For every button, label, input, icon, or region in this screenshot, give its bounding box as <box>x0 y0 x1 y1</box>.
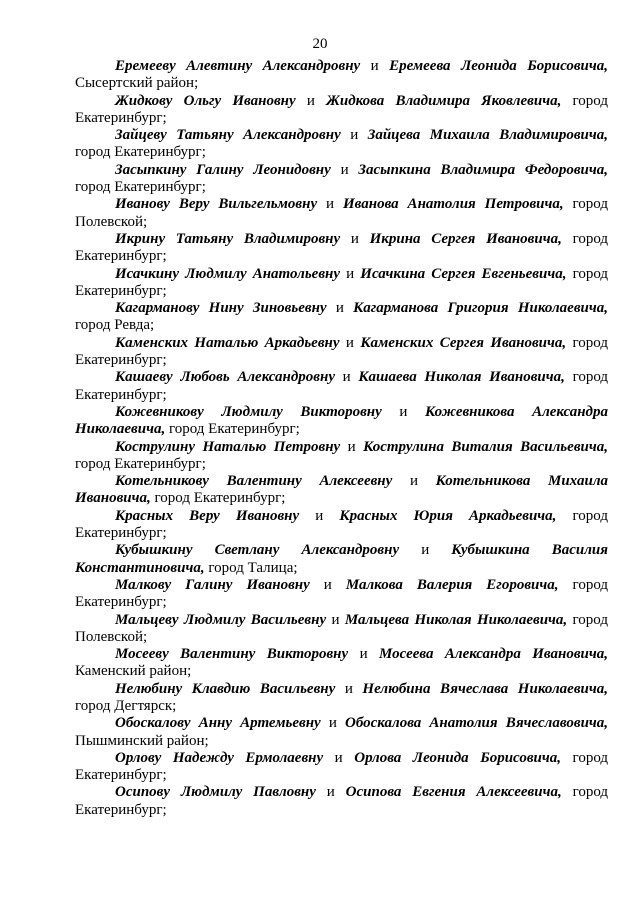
spouse-name-1: Засыпкину Галину Леонидовну <box>115 161 331 178</box>
list-item <box>75 612 608 647</box>
list-item <box>75 404 608 439</box>
location: город Екатеринбург; <box>75 144 206 161</box>
list-item <box>75 300 608 335</box>
spouse-name-2: Еремеева Леонида Борисовича, <box>389 58 609 74</box>
list-item <box>75 473 608 508</box>
spouse-name-1: Кожевникову Людмилу Викторовну <box>115 403 382 420</box>
spouse-name-2: Мосеева Александра Ивановича, <box>379 646 608 663</box>
location: город Екатеринбург; <box>75 784 609 818</box>
spouse-name-1: Кубышкину Светлану Александровну <box>115 542 400 559</box>
list-item <box>75 335 608 370</box>
spouse-name-2: Кашаева Николая Ивановича, <box>358 369 565 386</box>
list-item <box>75 508 608 543</box>
spouse-name-1: Иванову Веру Вильгельмовну <box>115 196 318 213</box>
location: город Талица; <box>208 559 298 576</box>
location: город Екатеринбург; <box>75 369 609 403</box>
conjunction: и <box>331 611 340 628</box>
conjunction: и <box>345 334 354 351</box>
spouse-name-2: Зайцева Михаила Владимировича, <box>367 127 608 144</box>
location: город Екатеринбург; <box>75 265 609 299</box>
conjunction: и <box>306 92 315 109</box>
conjunction: и <box>315 507 324 524</box>
conjunction: и <box>346 265 355 282</box>
conjunction: и <box>370 58 379 74</box>
location: Каменский район; <box>75 663 192 680</box>
list-item <box>75 439 608 474</box>
location: город Екатеринбург; <box>75 230 609 265</box>
spouse-name-1: Жидкову Ольгу Ивановну <box>115 92 296 109</box>
spouse-name-1: Каменских Наталью Аркадьевну <box>115 334 340 351</box>
spouse-name-1: Обоскалову Анну Артемьевну <box>115 715 321 732</box>
spouse-name-2: Икрина Сергея Ивановича, <box>369 230 562 247</box>
spouse-name-2: Кубышкина Василия Константиновича, <box>75 542 608 576</box>
conjunction: и <box>350 127 359 144</box>
list-item <box>75 681 608 716</box>
list-item <box>75 196 608 231</box>
spouse-name-1: Осипову Людмилу Павловну <box>115 784 316 801</box>
spouse-name-2: Нелюбина Вячеслава Николаевича, <box>362 680 608 697</box>
spouse-name-2: Жидкова Владимира Яковлевича, <box>326 92 562 109</box>
list-item <box>75 646 608 681</box>
spouse-name-2: Кострулина Виталия Васильевича, <box>363 438 608 455</box>
spouse-name-2: Исачкина Сергея Евгеньевича, <box>360 265 567 282</box>
conjunction: и <box>323 576 332 593</box>
spouse-name-2: Малкова Валерия Егоровича, <box>345 576 559 593</box>
conjunction: и <box>347 438 356 455</box>
location: город Екатеринбург; <box>75 92 608 126</box>
conjunction: и <box>335 300 344 317</box>
conjunction: и <box>334 749 343 766</box>
list-item <box>75 58 608 93</box>
spouse-name-2: Кагарманова Григория Николаевича, <box>353 300 609 317</box>
list-item <box>75 369 608 404</box>
location: город Полевской; <box>75 196 609 230</box>
spouse-name-1: Мосееву Валентину Викторовну <box>115 646 349 663</box>
location: город Екатеринбург; <box>75 576 609 611</box>
spouse-name-1: Малкову Галину Ивановну <box>115 576 310 593</box>
spouse-name-2: Орлова Леонида Борисовича, <box>354 749 562 766</box>
spouse-name-2: Красных Юрия Аркадьевича, <box>339 507 557 524</box>
location: город Екатеринбург; <box>75 179 206 196</box>
spouse-name-1: Орлову Надежду Ермолаевну <box>115 749 324 766</box>
list-item <box>75 231 608 266</box>
location: город Ревда; <box>75 317 155 334</box>
location: город Екатеринбург; <box>154 490 286 507</box>
spouse-name-1: Кагарманову Нину Зиновьевну <box>115 300 327 317</box>
spouse-name-2: Кожевникова Александра Николаевича, <box>75 403 608 438</box>
spouse-name-2: Иванова Анатолия Петровича, <box>342 196 564 213</box>
list-item <box>75 784 608 819</box>
list-item <box>75 715 608 750</box>
conjunction: и <box>340 161 349 178</box>
award-recipients-list <box>75 58 608 819</box>
conjunction: и <box>342 369 351 386</box>
location: город Дегтярск; <box>75 697 177 714</box>
location: Пышминский район; <box>75 732 209 749</box>
location: город Екатеринбург; <box>75 507 608 542</box>
spouse-name-1: Еремееву Алевтину Александровну <box>115 58 361 74</box>
conjunction: и <box>399 403 408 420</box>
spouse-name-2: Каменских Сергея Ивановича, <box>360 334 567 351</box>
list-item <box>75 93 608 128</box>
spouse-name-1: Исачкину Людмилу Анатольевну <box>115 265 341 282</box>
list-item <box>75 266 608 301</box>
spouse-name-1: Кашаеву Любовь Александровну <box>115 369 335 386</box>
spouse-name-2: Мальцева Николая Николаевича, <box>344 611 568 628</box>
conjunction: и <box>326 784 335 801</box>
spouse-name-1: Кострулину Наталью Петровну <box>115 438 341 455</box>
spouse-name-1: Нелюбину Клавдию Васильевну <box>115 680 336 697</box>
location: город Екатеринбург; <box>75 749 609 784</box>
spouse-name-1: Котельникову Валентину Алексеевну <box>115 473 393 490</box>
conjunction: и <box>326 196 335 213</box>
spouse-name-1: Мальцеву Людмилу Васильевну <box>115 611 327 628</box>
list-item <box>75 127 608 162</box>
list-item <box>75 750 608 785</box>
location: город Екатеринбург; <box>168 421 300 438</box>
conjunction: и <box>328 715 337 732</box>
spouse-name-1: Зайцеву Татьяну Александровну <box>115 127 341 144</box>
conjunction: и <box>344 680 353 697</box>
spouse-name-1: Икрину Татьяну Владимировну <box>115 230 341 247</box>
conjunction: и <box>421 542 430 559</box>
conjunction: и <box>359 646 368 663</box>
page-number: 20 <box>312 36 328 52</box>
location: город Полевской; <box>75 611 608 645</box>
spouse-name-2: Засыпкина Владимира Федоровича, <box>358 161 609 178</box>
spouse-name-2: Обоскалова Анатолия Вячеславовича, <box>345 715 609 732</box>
spouse-name-1: Красных Веру Ивановну <box>115 507 300 524</box>
spouse-name-2: Осипова Евгения Алексеевича, <box>345 784 562 801</box>
list-item <box>75 577 608 612</box>
spouse-name-2: Котельникова Михаила Ивановича, <box>75 473 609 507</box>
location: Сысертский район; <box>75 75 199 92</box>
conjunction: и <box>350 230 359 247</box>
location: город Екатеринбург; <box>75 455 206 472</box>
conjunction: и <box>409 473 418 490</box>
list-item <box>75 542 608 577</box>
location: город Екатеринбург; <box>75 334 608 369</box>
list-item <box>75 162 608 197</box>
